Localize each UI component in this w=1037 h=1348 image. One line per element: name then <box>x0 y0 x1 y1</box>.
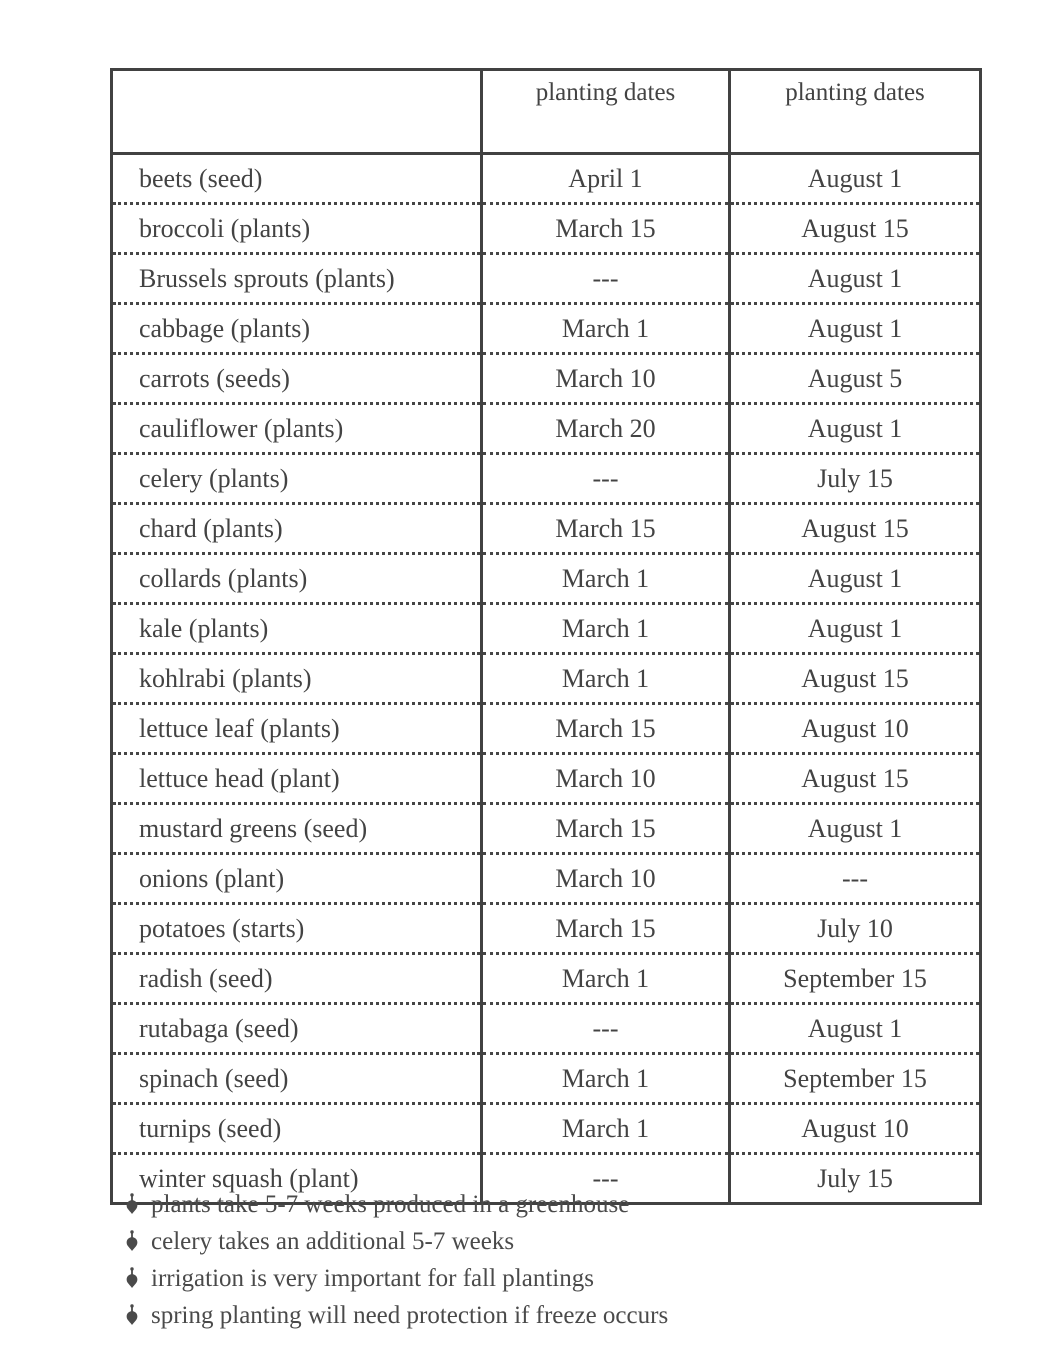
spring-date-cell: March 10 <box>482 854 730 904</box>
table-row <box>112 1004 981 1054</box>
crop-name-cell: potatoes (starts) <box>112 904 482 954</box>
table-row <box>112 604 981 654</box>
spring-date-cell: --- <box>482 454 730 504</box>
crop-name-cell: broccoli (plants) <box>112 204 482 254</box>
crop-name-cell: carrots (seeds) <box>112 354 482 404</box>
spring-date-cell: March 1 <box>482 604 730 654</box>
table-row <box>112 554 981 604</box>
table-row <box>112 854 981 904</box>
crop-name-cell: rutabaga (seed) <box>112 1004 482 1054</box>
spring-date-cell: --- <box>482 254 730 304</box>
fall-date-cell: July 15 <box>730 454 981 504</box>
fall-date-cell: August 5 <box>730 354 981 404</box>
fall-planting-dates-header: planting dates <box>730 70 981 154</box>
spring-date-cell: March 15 <box>482 204 730 254</box>
table-body <box>112 154 981 1204</box>
spring-planting-dates-header: planting dates <box>482 70 730 154</box>
spring-date-cell: March 1 <box>482 554 730 604</box>
fall-date-cell: September 15 <box>730 954 981 1004</box>
spring-date-cell: March 20 <box>482 404 730 454</box>
note-text: celery takes an additional 5-7 weeks <box>151 1227 515 1255</box>
note-text: spring planting will need protection if freeze occurs <box>151 1301 669 1329</box>
spring-date-cell: March 1 <box>482 1054 730 1104</box>
list-item <box>124 1297 668 1334</box>
crop-name-cell: Brussels sprouts (plants) <box>112 254 482 304</box>
fall-date-cell: August 1 <box>730 604 981 654</box>
spring-date-cell: --- <box>482 1004 730 1054</box>
fall-date-cell: August 1 <box>730 404 981 454</box>
crop-name-cell: mustard greens (seed) <box>112 804 482 854</box>
spring-date-cell: April 1 <box>482 154 730 204</box>
fall-date-cell: August 1 <box>730 254 981 304</box>
crop-name-cell: spinach (seed) <box>112 1054 482 1104</box>
fall-date-cell: July 15 <box>730 1154 981 1204</box>
vegetable-bullet-icon <box>124 1304 140 1327</box>
fall-date-cell: August 1 <box>730 304 981 354</box>
table-row <box>112 904 981 954</box>
table-row <box>112 154 981 204</box>
crop-name-cell: winter squash (plant) <box>112 1154 482 1204</box>
crop-name-cell: lettuce head (plant) <box>112 754 482 804</box>
fall-date-cell: August 1 <box>730 554 981 604</box>
table-row <box>112 754 981 804</box>
crop-name-cell: radish (seed) <box>112 954 482 1004</box>
fall-date-cell: August 15 <box>730 654 981 704</box>
fall-date-cell: August 10 <box>730 704 981 754</box>
spring-date-cell: March 15 <box>482 904 730 954</box>
spring-date-cell: March 1 <box>482 1104 730 1154</box>
table-row <box>112 504 981 554</box>
vegetable-bullet-icon <box>124 1230 140 1253</box>
spring-date-cell: March 15 <box>482 704 730 754</box>
table-row <box>112 204 981 254</box>
crop-name-cell: cauliflower (plants) <box>112 404 482 454</box>
crop-name-cell: turnips (seed) <box>112 1104 482 1154</box>
fall-date-cell: September 15 <box>730 1054 981 1104</box>
crop-name-cell: collards (plants) <box>112 554 482 604</box>
fall-date-cell: August 10 <box>730 1104 981 1154</box>
table-row <box>112 404 981 454</box>
table-row <box>112 304 981 354</box>
table-row <box>112 454 981 504</box>
crop-name-cell: onions (plant) <box>112 854 482 904</box>
note-text: irrigation is very important for fall plantings <box>151 1264 594 1292</box>
table-row <box>112 804 981 854</box>
crop-column-header <box>112 70 482 154</box>
fall-date-cell: August 15 <box>730 504 981 554</box>
table-row <box>112 1054 981 1104</box>
list-item <box>124 1186 668 1223</box>
crop-name-cell: chard (plants) <box>112 504 482 554</box>
spring-date-cell: March 15 <box>482 804 730 854</box>
fall-date-cell: August 1 <box>730 1004 981 1054</box>
crop-name-cell: kale (plants) <box>112 604 482 654</box>
list-item <box>124 1223 668 1260</box>
crop-name-cell: lettuce leaf (plants) <box>112 704 482 754</box>
table-row <box>112 354 981 404</box>
vegetable-bullet-icon <box>124 1193 140 1216</box>
note-text: plants take 5-7 weeks produced in a greenhouse <box>151 1190 630 1218</box>
fall-date-cell: August 1 <box>730 154 981 204</box>
header-row <box>112 70 981 154</box>
spring-date-cell: March 1 <box>482 304 730 354</box>
table-row <box>112 954 981 1004</box>
spring-date-cell: --- <box>482 1154 730 1204</box>
fall-date-cell: July 10 <box>730 904 981 954</box>
spring-date-cell: March 10 <box>482 754 730 804</box>
crop-name-cell: celery (plants) <box>112 454 482 504</box>
notes-list <box>124 1186 668 1334</box>
list-item <box>124 1260 668 1297</box>
fall-date-cell: August 15 <box>730 204 981 254</box>
table-row <box>112 254 981 304</box>
fall-date-cell: --- <box>730 854 981 904</box>
table-row <box>112 654 981 704</box>
crop-name-cell: beets (seed) <box>112 154 482 204</box>
fall-date-cell: August 15 <box>730 754 981 804</box>
spring-date-cell: March 1 <box>482 954 730 1004</box>
spring-date-cell: March 10 <box>482 354 730 404</box>
vegetable-bullet-icon <box>124 1267 140 1290</box>
fall-date-cell: August 1 <box>730 804 981 854</box>
spring-date-cell: March 1 <box>482 654 730 704</box>
table-row <box>112 1104 981 1154</box>
crop-name-cell: kohlrabi (plants) <box>112 654 482 704</box>
spring-date-cell: March 15 <box>482 504 730 554</box>
crop-name-cell: cabbage (plants) <box>112 304 482 354</box>
table-row <box>112 704 981 754</box>
planting-dates-table <box>110 68 982 1205</box>
